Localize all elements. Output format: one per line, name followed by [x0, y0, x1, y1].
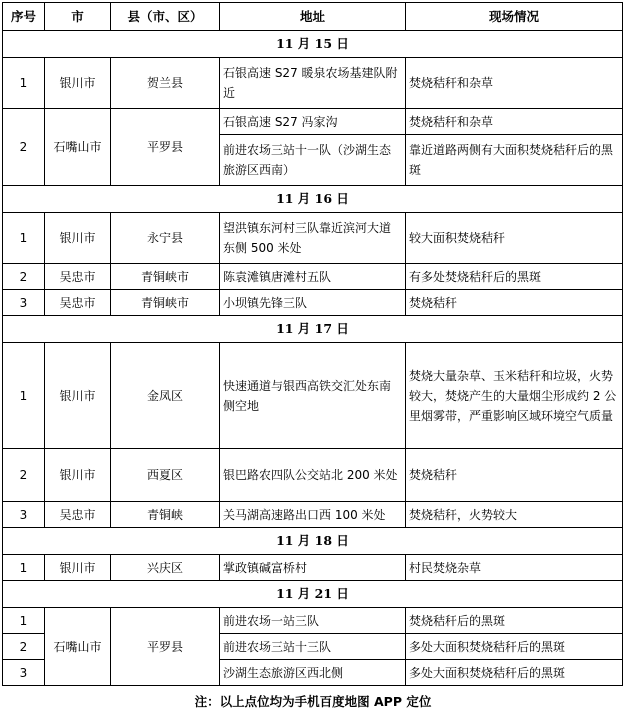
- header-county: 县（市、区）: [111, 3, 220, 31]
- cell-city: 石嘴山市: [45, 109, 111, 186]
- cell-no: 1: [3, 608, 45, 634]
- date-label: 11 月 17 日: [3, 316, 623, 343]
- cell-situation: 多处大面积焚烧秸秆后的黑斑: [406, 634, 623, 660]
- date-row: [3, 528, 623, 555]
- cell-address: 石银高速 S27 冯家沟: [220, 109, 406, 135]
- cell-situation: 有多处焚烧秸秆后的黑斑: [406, 264, 623, 290]
- header-no: 序号: [3, 3, 45, 31]
- footnote: 注：以上点位均为手机百度地图 APP 定位: [194, 694, 432, 709]
- cell-city: 银川市: [45, 555, 111, 581]
- cell-no: 1: [3, 213, 45, 264]
- header-city: 市: [45, 3, 111, 31]
- cell-city: 银川市: [45, 58, 111, 109]
- cell-county: 兴庆区: [111, 555, 220, 581]
- cell-county: 青铜峡市: [111, 290, 220, 316]
- date-row: [3, 581, 623, 608]
- cell-city: 石嘴山市: [45, 608, 111, 686]
- table-row: [3, 608, 623, 634]
- table-row: [3, 502, 623, 528]
- cell-county: 青铜峡: [111, 502, 220, 528]
- cell-no: 2: [3, 264, 45, 290]
- cell-county: 贺兰县: [111, 58, 220, 109]
- table-row: [3, 213, 623, 264]
- cell-address: 掌政镇碱富桥村: [220, 555, 406, 581]
- cell-county: 平罗县: [111, 109, 220, 186]
- date-label: 11 月 21 日: [3, 581, 623, 608]
- date-label: 11 月 16 日: [3, 186, 623, 213]
- cell-situation: 较大面积焚烧秸秆: [406, 213, 623, 264]
- cell-address: 前进农场三站十一队（沙湖生态旅游区西南）: [220, 135, 406, 186]
- cell-county: 青铜峡市: [111, 264, 220, 290]
- cell-county: 西夏区: [111, 449, 220, 502]
- cell-no: 1: [3, 343, 45, 449]
- table-row: [3, 109, 623, 135]
- cell-situation: 焚烧大量杂草、玉米秸秆和垃圾，火势较大，焚烧产生的大量烟尘形成约 2 公里烟雾带，严重影响区域环境空气质量: [406, 343, 623, 449]
- table-row: [3, 343, 623, 449]
- cell-city: 银川市: [45, 449, 111, 502]
- cell-address: 陈袁滩镇唐滩村五队: [220, 264, 406, 290]
- cell-address: 前进农场一站三队: [220, 608, 406, 634]
- cell-city: 吴忠市: [45, 290, 111, 316]
- table-row: [3, 449, 623, 502]
- table-row: [3, 290, 623, 316]
- cell-city: 吴忠市: [45, 502, 111, 528]
- cell-no: 2: [3, 449, 45, 502]
- cell-city: 银川市: [45, 343, 111, 449]
- header-address: 地址: [220, 3, 406, 31]
- cell-no: 2: [3, 634, 45, 660]
- cell-address: 沙湖生态旅游区西北侧: [220, 660, 406, 686]
- date-row: [3, 316, 623, 343]
- cell-no: 3: [3, 502, 45, 528]
- header-situation: 现场情况: [406, 3, 623, 31]
- cell-situation: 靠近道路两侧有大面积焚烧秸秆后的黑斑: [406, 135, 623, 186]
- date-label: 11 月 18 日: [3, 528, 623, 555]
- cell-no: 3: [3, 660, 45, 686]
- cell-situation: 多处大面积焚烧秸秆后的黑斑: [406, 660, 623, 686]
- cell-address: 银巴路农四队公交站北 200 米处: [220, 449, 406, 502]
- cell-address: 石银高速 S27 暖泉农场基建队附近: [220, 58, 406, 109]
- cell-county: 永宁县: [111, 213, 220, 264]
- cell-no: 3: [3, 290, 45, 316]
- cell-city: 吴忠市: [45, 264, 111, 290]
- date-label: 11 月 15 日: [3, 31, 623, 58]
- cell-address: 望洪镇东河村三队靠近滨河大道东侧 500 米处: [220, 213, 406, 264]
- cell-situation: 焚烧秸秆: [406, 449, 623, 502]
- cell-county: 金凤区: [111, 343, 220, 449]
- cell-no: 2: [3, 109, 45, 186]
- cell-situation: 村民焚烧杂草: [406, 555, 623, 581]
- cell-no: 1: [3, 555, 45, 581]
- table-header-row: [3, 3, 623, 31]
- date-row: [3, 186, 623, 213]
- inspection-table: [2, 2, 623, 686]
- cell-address: 关马湖高速路出口西 100 米处: [220, 502, 406, 528]
- cell-address: 快速通道与银西高铁交汇处东南侧空地: [220, 343, 406, 449]
- table-row: [3, 264, 623, 290]
- cell-situation: 焚烧秸秆后的黑斑: [406, 608, 623, 634]
- cell-situation: 焚烧秸秆和杂草: [406, 58, 623, 109]
- cell-city: 银川市: [45, 213, 111, 264]
- cell-situation: 焚烧秸秆: [406, 290, 623, 316]
- cell-county: 平罗县: [111, 608, 220, 686]
- cell-no: 1: [3, 58, 45, 109]
- table-row: [3, 555, 623, 581]
- table-row: [3, 58, 623, 109]
- date-row: [3, 31, 623, 58]
- cell-situation: 焚烧秸秆，火势较大: [406, 502, 623, 528]
- cell-address: 小坝镇先锋三队: [220, 290, 406, 316]
- cell-situation: 焚烧秸秆和杂草: [406, 109, 623, 135]
- cell-address: 前进农场三站十三队: [220, 634, 406, 660]
